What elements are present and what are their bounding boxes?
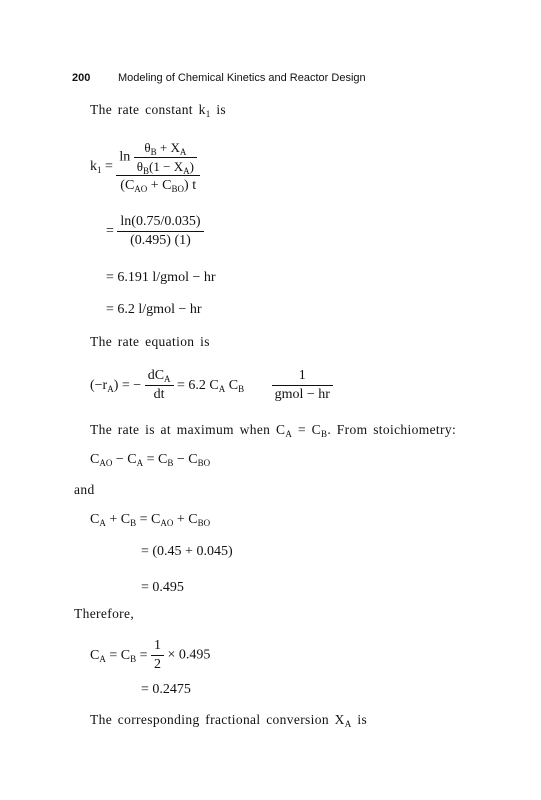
sum-value: = 0.495 <box>141 580 184 595</box>
rate-equation: $(-r_A)$ = − $\frac{dC_A}{dt}$ = 6.2 $C_A$ $C_B$ $\frac{1}{\text{gmol − hr}}$ <box>90 368 333 403</box>
sum-expression: = (0.45 + 0.045) <box>141 544 233 559</box>
conversion-intro: The corresponding fractional conversion $X_A$ is <box>90 712 368 729</box>
running-title: Modeling of Chemical Kinetics and Reactor Design <box>118 72 366 84</box>
and-text: and <box>74 482 95 497</box>
therefore-text: Therefore, <box>74 606 135 621</box>
max-rate-sentence: The rate is at maximum when $C_A = C_B$. From stoichiometry: <box>90 422 457 439</box>
rate-equation-intro: The rate equation is <box>90 334 210 349</box>
stoichiometry-equation-1: $C_{AO} - C_A = C_B - C_{BO}$ <box>90 452 211 468</box>
k1-value-line-2: = 6.2 l/gmol − hr <box>106 302 202 317</box>
rate-constant-intro: The rate constant $k_1$ is <box>90 102 227 119</box>
concentration-value: = 0.2475 <box>141 682 191 697</box>
stoichiometry-equation-2: $C_A + C_B = C_{AO} + C_{BO}$ <box>90 512 211 528</box>
page-number: 200 <box>72 72 91 84</box>
k1-definition-equation: $k_1$ = ln $\frac{\theta_B + X_A}{\theta_B(1 - X_A)}$ $(C_{AO} + C_{BO})$ t <box>90 140 200 194</box>
k1-numeric-equation: = $\frac{\ln(0.75/0.035)}{(0.495) (1)}$ <box>106 214 204 249</box>
concentration-equation: $C_A = C_B$ = $\frac{1}{2}$ × 0.495 <box>90 638 211 672</box>
k1-value-line-1: = 6.191 l/gmol − hr <box>106 270 216 285</box>
